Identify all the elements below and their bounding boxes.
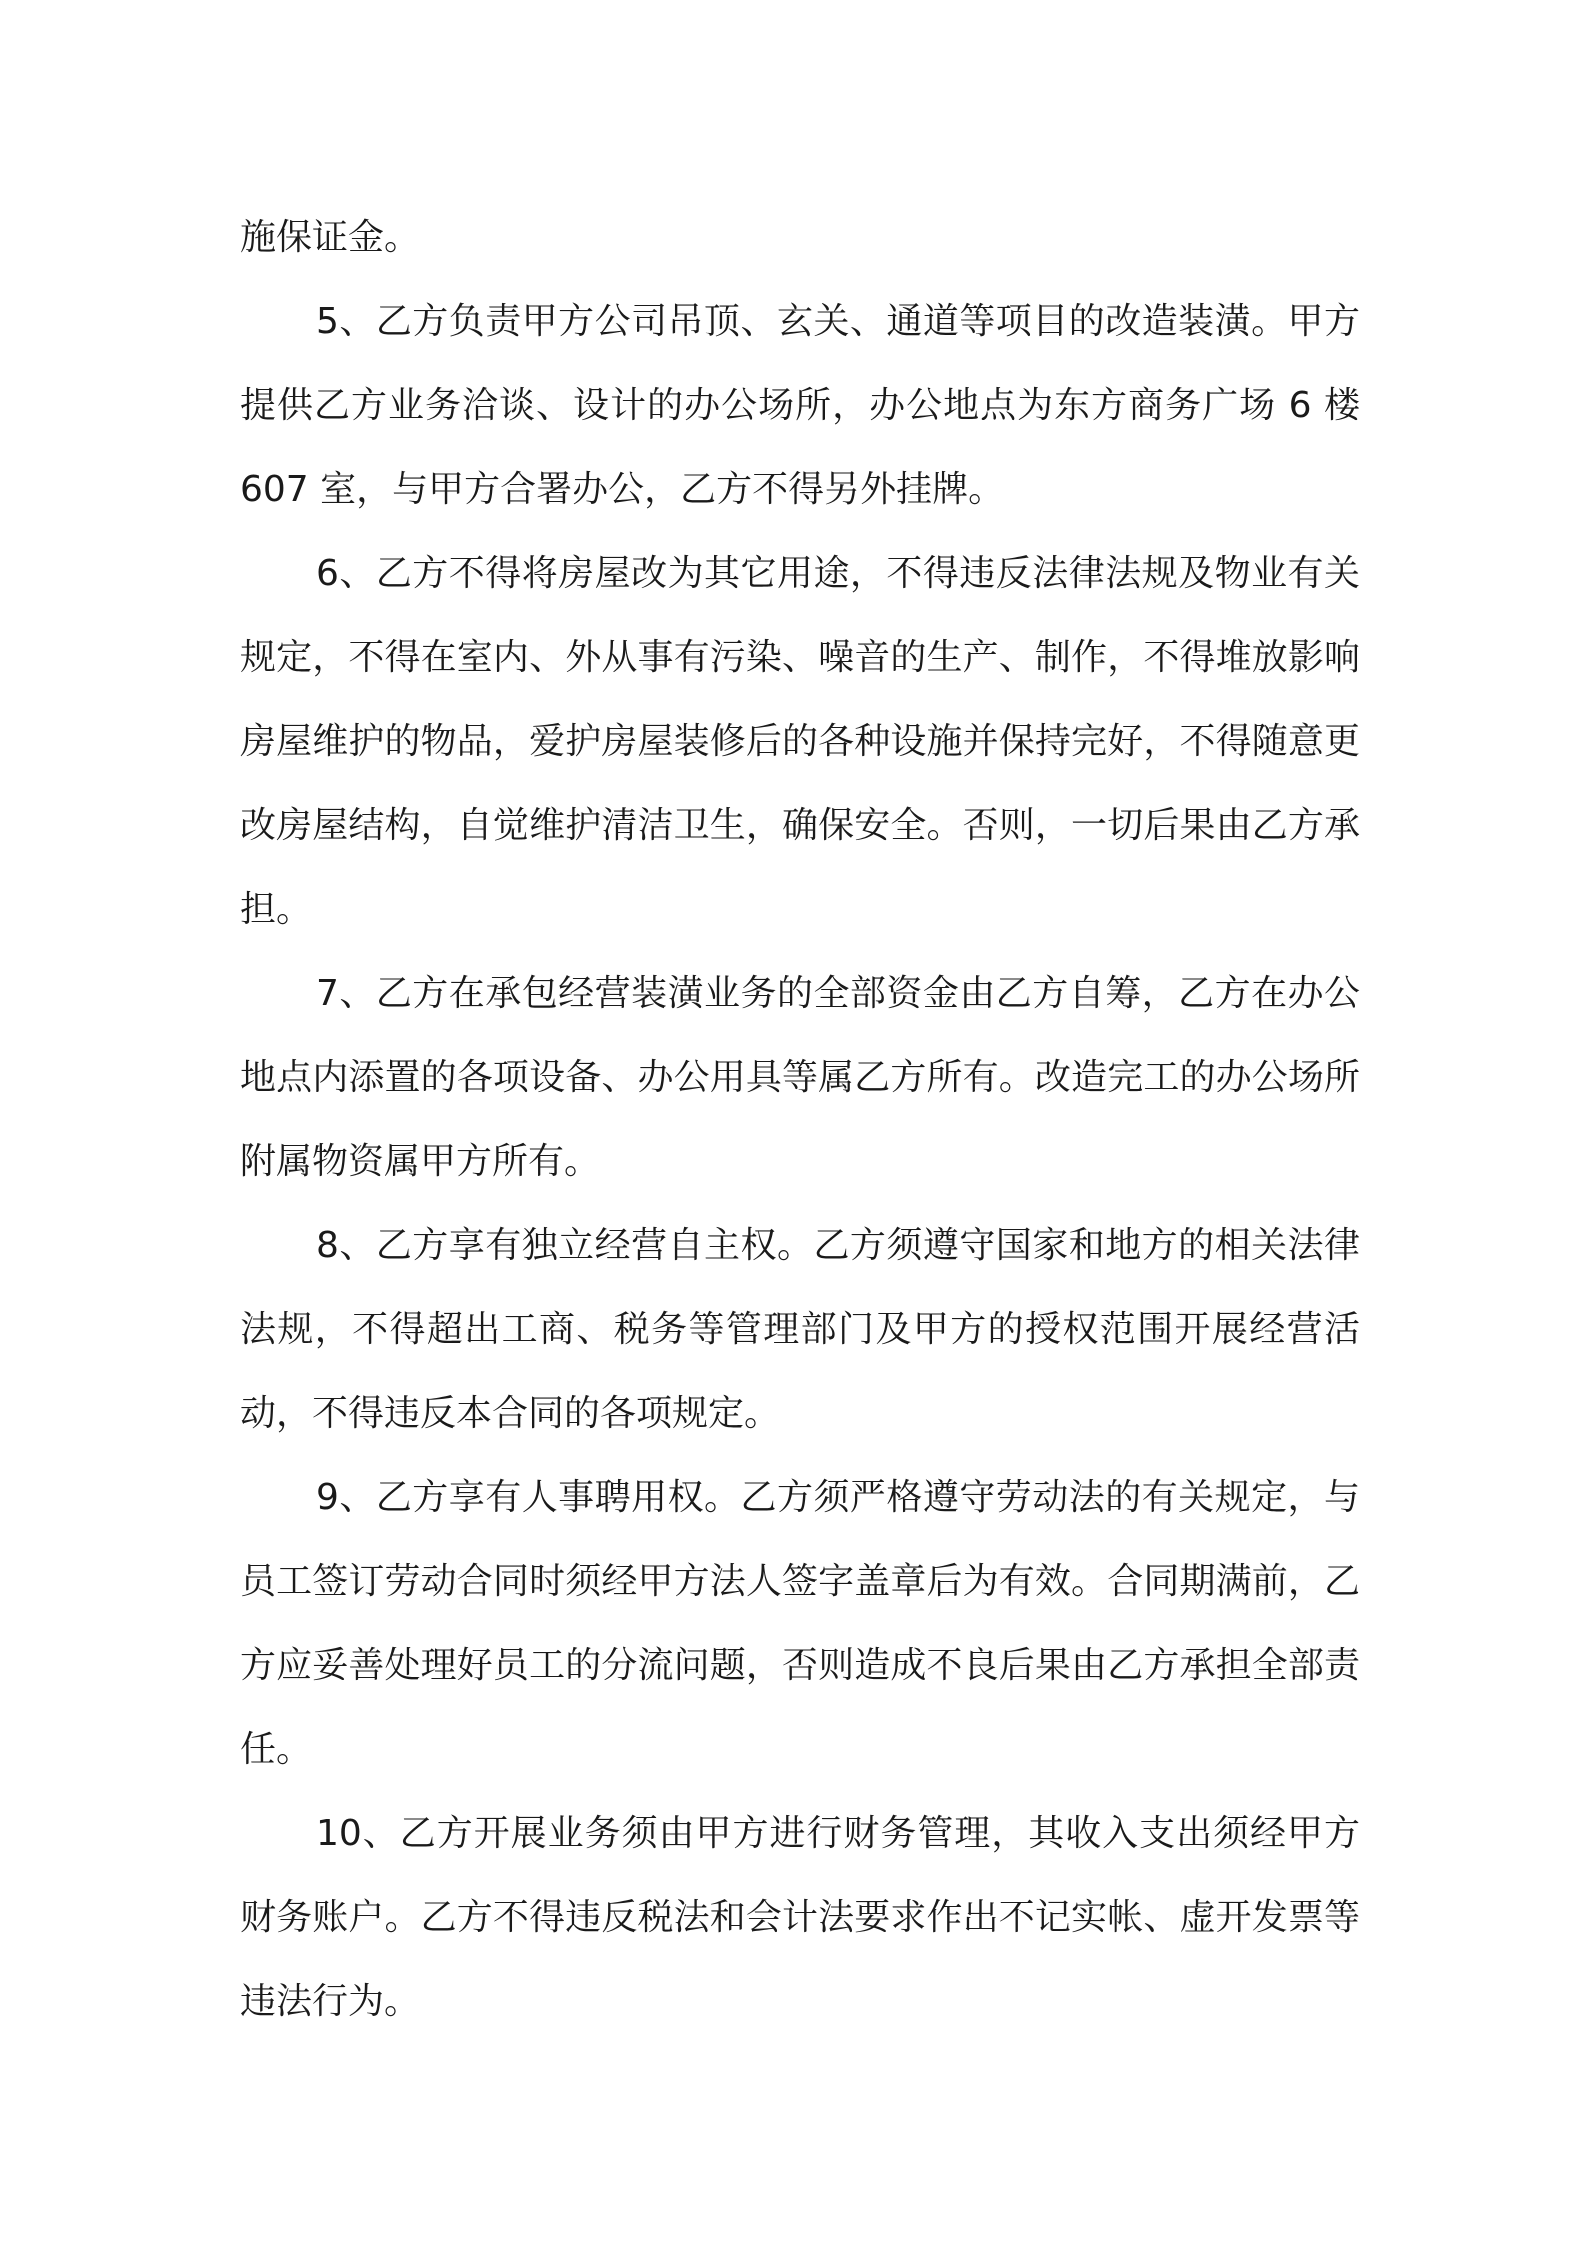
clause-8: 8、乙方享有独立经营自主权。乙方须遵守国家和地方的相关法律法规，不得超出工商、税务等管理部门及甲方的授权范围开展经营活动，不得违反本合同的各项规定。 xyxy=(240,1225,1360,1434)
clause-10: 10、乙方开展业务须由甲方进行财务管理，其收入支出须经甲方财务账户。乙方不得违反税法和会计法要求作出不记实帐、虚开发票等违法行为。 xyxy=(240,1813,1360,2022)
clause-6: 6、乙方不得将房屋改为其它用途，不得违反法律法规及物业有关规定，不得在室内、外从事有污染、噪音的生产、制作，不得堆放影响房屋维护的物品，爱护房屋装修后的各种设施并保持完好，不得随意更改房屋结构，自觉维护清洁卫生，确保安全。否则，一切后果由乙方承担。 xyxy=(240,553,1360,930)
clause-5: 5、乙方负责甲方公司吊顶、玄关、通道等项目的改造装潢。甲方提供乙方业务洽谈、设计的办公场所，办公地点为东方商务广场 6 楼 607 室，与甲方合署办公，乙方不得另外挂牌。 xyxy=(240,301,1360,510)
paragraph-continuation: 施保证金。 xyxy=(240,217,421,258)
clause-9: 9、乙方享有人事聘用权。乙方须严格遵守劳动法的有关规定，与员工签订劳动合同时须经甲方法人签字盖章后为有效。合同期满前，乙方应妥善处理好员工的分流问题，否则造成不良后果由乙方承担全部责任。 xyxy=(240,1477,1360,1770)
document-body xyxy=(240,196,1360,2044)
clause-7: 7、乙方在承包经营装潢业务的全部资金由乙方自筹，乙方在办公地点内添置的各项设备、办公用具等属乙方所有。改造完工的办公场所附属物资属甲方所有。 xyxy=(240,973,1360,1182)
